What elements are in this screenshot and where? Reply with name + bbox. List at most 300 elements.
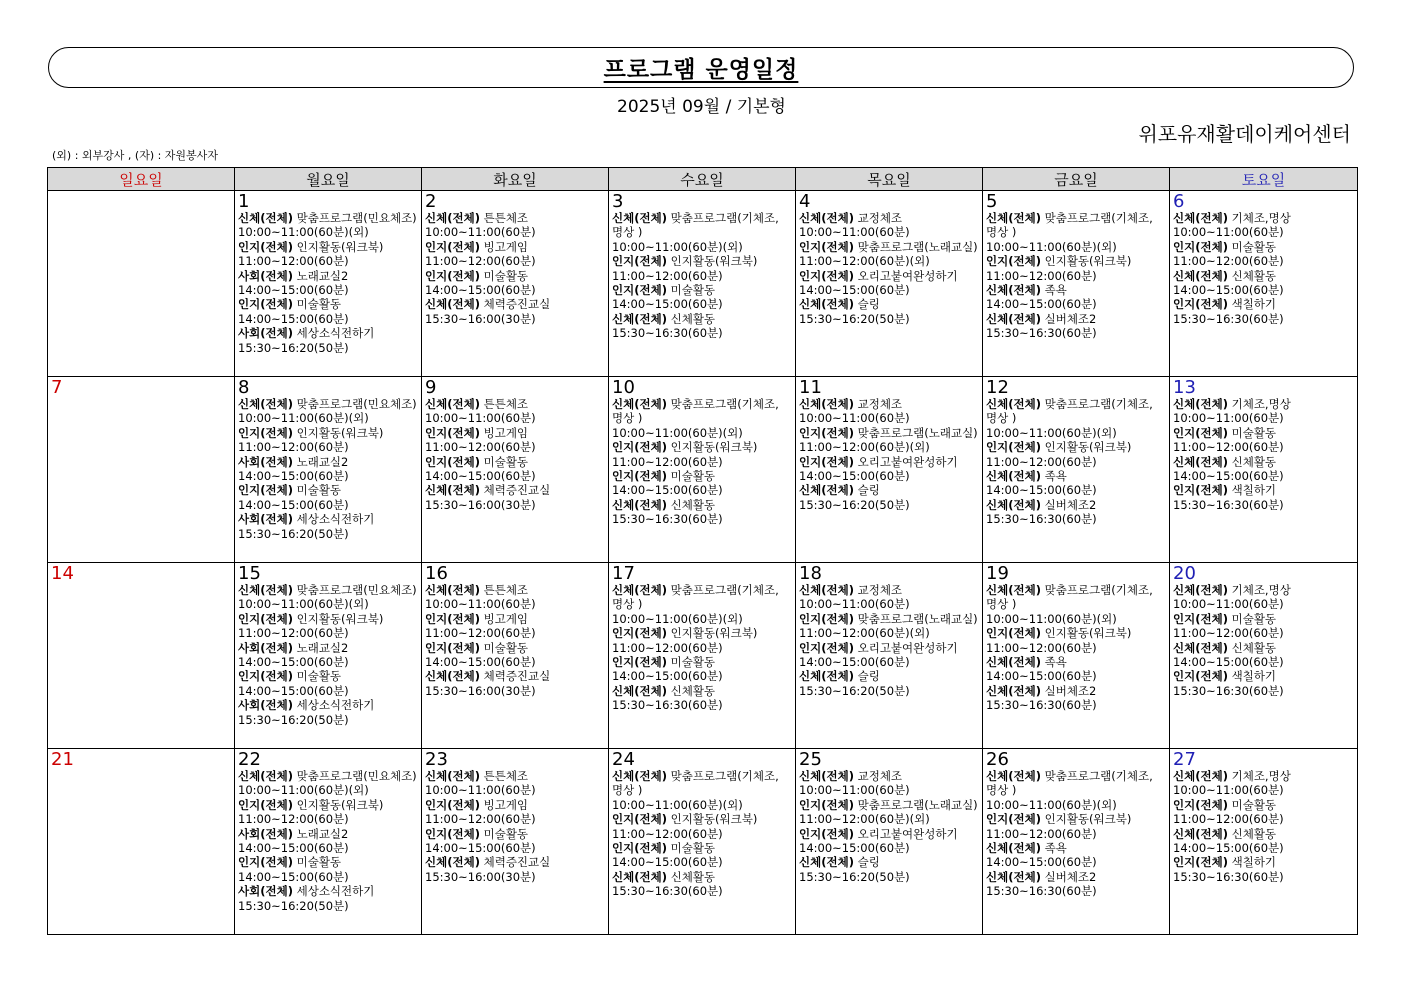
- program-name: 미술활동: [1227, 239, 1277, 254]
- program-category: 인지(전체): [1173, 239, 1228, 254]
- program-category: 신체(전체): [1173, 640, 1228, 655]
- program-time: 10:00~11:00(60분)(외): [238, 597, 369, 612]
- program-category: 신체(전체): [986, 397, 1041, 411]
- program-name: 노래교실2: [292, 826, 349, 841]
- program-name: 미술활동: [666, 283, 716, 298]
- program-list: [238, 211, 419, 355]
- day-cell: [235, 749, 422, 935]
- program-time: 10:00~11:00(60분)(외): [986, 797, 1117, 812]
- program-category: 신체(전체): [1173, 769, 1228, 783]
- day-number: 10: [612, 377, 635, 398]
- program-entry: [238, 240, 419, 254]
- program-entry: [986, 870, 1167, 884]
- day-number: 20: [1173, 563, 1196, 584]
- program-name: 맞춤프로그램(기체조, 명상 ): [986, 583, 1153, 612]
- program-time: 11:00~12:00(60분)(외): [799, 626, 930, 641]
- day-cell: [422, 563, 609, 749]
- program-time: 11:00~12:00(60분): [425, 812, 536, 827]
- program-name: 맞춤프로그램(기체조, 명상 ): [612, 211, 779, 240]
- program-time: 15:30~16:30(60분): [612, 698, 723, 713]
- day-cell: [1170, 377, 1358, 563]
- program-time: 10:00~11:00(60분)(외): [986, 611, 1117, 626]
- program-entry: [986, 469, 1167, 483]
- program-list: [425, 397, 606, 512]
- day-number: 12: [986, 377, 1009, 398]
- day-cell: [609, 191, 796, 377]
- day-cell: [983, 191, 1170, 377]
- program-entry: [799, 798, 980, 812]
- program-name: 인지활동(워크북): [1040, 812, 1132, 827]
- program-category: 인지(전체): [238, 669, 293, 684]
- program-name: 세상소식전하기: [292, 884, 375, 899]
- program-name: 미술활동: [292, 669, 342, 684]
- program-category: 인지(전체): [799, 425, 854, 440]
- program-category: 신체(전체): [238, 397, 293, 411]
- program-list: [986, 211, 1167, 341]
- program-entry: [986, 583, 1167, 612]
- week-row: [48, 191, 1358, 377]
- program-name: 교정체조: [853, 769, 903, 783]
- program-name: 족욕: [1040, 655, 1067, 670]
- program-name: 미술활동: [1227, 425, 1277, 440]
- program-entry: [238, 798, 419, 812]
- program-list: [799, 583, 980, 698]
- program-name: 체력증진교실: [479, 669, 551, 684]
- day-number: 27: [1173, 749, 1196, 770]
- day-cell: [796, 377, 983, 563]
- weekday-header-sun: 일요일: [48, 168, 235, 191]
- program-name: 미술활동: [1227, 797, 1277, 812]
- program-category: 신체(전체): [799, 211, 854, 225]
- program-name: 인지활동(워크북): [666, 440, 758, 455]
- program-time: 14:00~15:00(60분): [1173, 469, 1284, 484]
- program-time: 14:00~15:00(60분): [799, 655, 910, 670]
- program-name: 체력증진교실: [479, 297, 551, 312]
- program-entry: [1173, 827, 1355, 841]
- day-cell: [422, 191, 609, 377]
- day-cell: [983, 563, 1170, 749]
- program-time: 11:00~12:00(60분): [612, 640, 723, 655]
- program-time: 11:00~12:00(60분)(외): [799, 440, 930, 455]
- program-entry: [425, 583, 606, 597]
- weekday-header-fri: 금요일: [983, 168, 1170, 191]
- program-entry: [238, 326, 419, 340]
- program-entry: [238, 698, 419, 712]
- program-entry: [1173, 855, 1355, 869]
- program-time: 10:00~11:00(60분)(외): [986, 239, 1117, 254]
- program-name: 색칠하기: [1227, 483, 1277, 498]
- program-category: 신체(전체): [986, 683, 1041, 698]
- program-name: 실버체조2: [1040, 683, 1097, 698]
- program-entry: [1173, 483, 1355, 497]
- program-entry: [238, 211, 419, 225]
- program-time: 15:30~16:00(30분): [425, 683, 536, 698]
- program-time: 11:00~12:00(60분): [612, 268, 723, 283]
- program-time: 15:30~16:30(60분): [986, 698, 1097, 713]
- program-category: 인지(전체): [612, 283, 667, 298]
- program-list: [238, 397, 419, 541]
- program-name: 세상소식전하기: [292, 698, 375, 713]
- program-category: 신체(전체): [799, 297, 854, 312]
- program-name: 신체활동: [1227, 268, 1277, 283]
- program-name: 신체활동: [666, 311, 716, 326]
- program-entry: [612, 397, 793, 426]
- program-entry: [612, 498, 793, 512]
- program-category: 신체(전체): [425, 583, 480, 597]
- program-entry: [425, 641, 606, 655]
- program-category: 인지(전체): [425, 268, 480, 283]
- day-number: 25: [799, 749, 822, 770]
- day-number: 8: [238, 377, 250, 398]
- day-number: 9: [425, 377, 437, 398]
- program-name: 신체활동: [666, 869, 716, 884]
- program-time: 10:00~11:00(60분)(외): [612, 425, 743, 440]
- program-entry: [799, 397, 980, 411]
- program-entry: [612, 769, 793, 798]
- program-category: 인지(전체): [238, 483, 293, 498]
- program-name: 미술활동: [666, 655, 716, 670]
- program-time: 15:30~16:00(30분): [425, 869, 536, 884]
- program-time: 14:00~15:00(60분): [425, 655, 536, 670]
- program-name: 맞춤프로그램(노래교실): [853, 425, 978, 440]
- program-entry: [238, 769, 419, 783]
- program-time: 14:00~15:00(60분): [612, 669, 723, 684]
- weekday-header-tue: 화요일: [422, 168, 609, 191]
- program-name: 노래교실2: [292, 454, 349, 469]
- program-entry: [986, 812, 1167, 826]
- program-category: 신체(전체): [612, 683, 667, 698]
- program-time: 15:30~16:20(50분): [799, 497, 910, 512]
- program-category: 신체(전체): [425, 669, 480, 684]
- program-category: 인지(전체): [1173, 483, 1228, 498]
- program-time: 15:30~16:20(50분): [799, 311, 910, 326]
- program-entry: [238, 455, 419, 469]
- program-name: 세상소식전하기: [292, 512, 375, 527]
- program-entry: [612, 254, 793, 268]
- program-time: 10:00~11:00(60분): [425, 225, 536, 240]
- program-time: 11:00~12:00(60분)(외): [799, 254, 930, 269]
- day-cell: [48, 191, 235, 377]
- day-cell: [235, 377, 422, 563]
- program-entry: [799, 455, 980, 469]
- program-list: [612, 397, 793, 527]
- program-list: [1173, 583, 1355, 698]
- program-time: 10:00~11:00(60분)(외): [238, 225, 369, 240]
- program-category: 인지(전체): [238, 611, 293, 626]
- program-time: 15:30~16:20(50분): [238, 898, 349, 913]
- program-time: 10:00~11:00(60분): [425, 411, 536, 426]
- program-category: 신체(전체): [986, 469, 1041, 484]
- program-time: 11:00~12:00(60분): [238, 812, 349, 827]
- program-category: 신체(전체): [1173, 826, 1228, 841]
- program-category: 인지(전체): [986, 254, 1041, 269]
- calendar-body: [48, 191, 1358, 935]
- program-name: 미술활동: [666, 469, 716, 484]
- program-entry: [986, 397, 1167, 426]
- program-entry: [238, 884, 419, 898]
- day-number: 16: [425, 563, 448, 584]
- program-entry: [238, 641, 419, 655]
- program-entry: [238, 612, 419, 626]
- program-category: 신체(전체): [799, 769, 854, 783]
- day-cell: [1170, 191, 1358, 377]
- program-category: 인지(전체): [799, 797, 854, 812]
- program-category: 신체(전체): [238, 583, 293, 597]
- day-cell: [48, 563, 235, 749]
- program-time: 11:00~12:00(60분): [425, 626, 536, 641]
- program-name: 교정체조: [853, 583, 903, 597]
- program-category: 신체(전체): [1173, 583, 1228, 597]
- legend-note: (외) : 외부강사 , (자) : 자원봉사자: [52, 149, 218, 162]
- week-row: [48, 749, 1358, 935]
- program-name: 맞춤프로그램(노래교실): [853, 611, 978, 626]
- program-name: 맞춤프로그램(기체조, 명상 ): [986, 769, 1153, 798]
- weekday-header-sat: 토요일: [1170, 168, 1358, 191]
- program-category: 신체(전체): [986, 655, 1041, 670]
- program-category: 인지(전체): [238, 297, 293, 312]
- program-entry: [986, 841, 1167, 855]
- program-list: [238, 583, 419, 727]
- program-entry: [425, 211, 606, 225]
- program-name: 색칠하기: [1227, 855, 1277, 870]
- program-entry: [986, 211, 1167, 240]
- program-category: 인지(전체): [1173, 611, 1228, 626]
- program-category: 신체(전체): [799, 483, 854, 498]
- program-time: 14:00~15:00(60분): [799, 469, 910, 484]
- day-number: 7: [51, 377, 63, 398]
- program-category: 사회(전체): [238, 512, 293, 527]
- program-name: 미술활동: [479, 640, 529, 655]
- day-number: 6: [1173, 191, 1185, 212]
- program-category: 신체(전체): [986, 869, 1041, 884]
- program-category: 인지(전체): [1173, 425, 1228, 440]
- day-cell: [422, 749, 609, 935]
- program-category: 인지(전체): [425, 611, 480, 626]
- program-name: 슬링: [853, 483, 880, 498]
- program-time: 14:00~15:00(60분): [238, 283, 349, 298]
- calendar-table: [47, 167, 1358, 935]
- program-name: 맞춤프로그램(민요체조): [292, 211, 417, 225]
- program-time: 15:30~16:00(30분): [425, 311, 536, 326]
- page-subtitle: 2025년 09월 / 기본형: [617, 97, 786, 117]
- program-time: 15:30~16:00(30분): [425, 497, 536, 512]
- program-time: 15:30~16:30(60분): [612, 512, 723, 527]
- program-time: 14:00~15:00(60분): [425, 283, 536, 298]
- program-category: 인지(전체): [425, 425, 480, 440]
- day-cell: [48, 377, 235, 563]
- program-category: 인지(전체): [799, 268, 854, 283]
- program-entry: [425, 827, 606, 841]
- program-name: 교정체조: [853, 211, 903, 225]
- program-name: 족욕: [1040, 841, 1067, 856]
- program-entry: [238, 512, 419, 526]
- program-name: 색칠하기: [1227, 297, 1277, 312]
- program-category: 신체(전체): [986, 211, 1041, 225]
- program-category: 신체(전체): [425, 297, 480, 312]
- program-category: 신체(전체): [799, 669, 854, 684]
- center-name: 위포유재활데이케어센터: [1138, 122, 1351, 146]
- program-time: 15:30~16:20(50분): [799, 683, 910, 698]
- day-number: 26: [986, 749, 1009, 770]
- day-number: 23: [425, 749, 448, 770]
- day-number: 19: [986, 563, 1009, 584]
- program-name: 색칠하기: [1227, 669, 1277, 684]
- program-entry: [799, 240, 980, 254]
- program-category: 인지(전체): [425, 797, 480, 812]
- program-list: [1173, 769, 1355, 884]
- program-entry: [612, 312, 793, 326]
- program-time: 14:00~15:00(60분): [238, 469, 349, 484]
- program-category: 인지(전체): [1173, 797, 1228, 812]
- day-cell: [796, 563, 983, 749]
- program-category: 신체(전체): [986, 283, 1041, 298]
- day-number: 17: [612, 563, 635, 584]
- program-name: 족욕: [1040, 469, 1067, 484]
- program-category: 신체(전체): [986, 841, 1041, 856]
- program-name: 인지활동(워크북): [1040, 626, 1132, 641]
- program-category: 사회(전체): [238, 640, 293, 655]
- program-time: 15:30~16:20(50분): [238, 712, 349, 727]
- program-entry: [425, 269, 606, 283]
- program-time: 10:00~11:00(60분): [1173, 225, 1284, 240]
- program-time: 15:30~16:30(60분): [612, 326, 723, 341]
- program-name: 튼튼체조: [479, 769, 529, 783]
- program-entry: [986, 498, 1167, 512]
- day-number: 5: [986, 191, 998, 212]
- program-category: 신체(전체): [612, 769, 667, 783]
- program-entry: [799, 641, 980, 655]
- program-entry: [425, 769, 606, 783]
- program-time: 14:00~15:00(60분): [612, 483, 723, 498]
- program-name: 맞춤프로그램(기체조, 명상 ): [986, 397, 1153, 426]
- program-name: 빙고게임: [479, 239, 529, 254]
- program-category: 인지(전체): [238, 239, 293, 254]
- program-name: 맞춤프로그램(기체조, 명상 ): [612, 583, 779, 612]
- program-time: 15:30~16:30(60분): [1173, 869, 1284, 884]
- program-entry: [1173, 397, 1355, 411]
- day-number: 14: [51, 563, 74, 584]
- program-time: 14:00~15:00(60분): [425, 469, 536, 484]
- program-name: 인지활동(워크북): [292, 797, 384, 812]
- program-time: 14:00~15:00(60분): [986, 483, 1097, 498]
- program-entry: [799, 769, 980, 783]
- program-entry: [986, 769, 1167, 798]
- program-entry: [238, 855, 419, 869]
- program-name: 노래교실2: [292, 268, 349, 283]
- program-list: [612, 211, 793, 341]
- program-category: 인지(전체): [238, 855, 293, 870]
- program-entry: [1173, 641, 1355, 655]
- program-entry: [238, 483, 419, 497]
- day-number: 4: [799, 191, 811, 212]
- program-list: [425, 769, 606, 884]
- day-cell: [1170, 563, 1358, 749]
- program-category: 인지(전체): [612, 626, 667, 641]
- program-category: 사회(전체): [238, 326, 293, 341]
- week-row: [48, 377, 1358, 563]
- program-entry: [799, 669, 980, 683]
- program-name: 체력증진교실: [479, 855, 551, 870]
- program-time: 11:00~12:00(60분): [425, 440, 536, 455]
- program-category: 사회(전체): [238, 884, 293, 899]
- program-time: 10:00~11:00(60분): [1173, 597, 1284, 612]
- program-entry: [1173, 669, 1355, 683]
- program-time: 14:00~15:00(60분): [986, 855, 1097, 870]
- program-entry: [799, 855, 980, 869]
- program-time: 10:00~11:00(60분): [799, 411, 910, 426]
- day-number: 18: [799, 563, 822, 584]
- program-name: 맞춤프로그램(민요체조): [292, 397, 417, 411]
- program-time: 11:00~12:00(60분): [612, 826, 723, 841]
- program-time: 10:00~11:00(60분): [799, 597, 910, 612]
- program-entry: [425, 455, 606, 469]
- program-entry: [1173, 798, 1355, 812]
- program-time: 10:00~11:00(60분): [1173, 411, 1284, 426]
- program-entry: [238, 669, 419, 683]
- program-time: 11:00~12:00(60분)(외): [799, 812, 930, 827]
- program-entry: [612, 655, 793, 669]
- program-name: 신체활동: [1227, 640, 1277, 655]
- program-entry: [425, 240, 606, 254]
- day-number: 13: [1173, 377, 1196, 398]
- program-category: 신체(전체): [799, 855, 854, 870]
- program-name: 미술활동: [292, 483, 342, 498]
- day-cell: [983, 749, 1170, 935]
- program-name: 인지활동(워크북): [1040, 440, 1132, 455]
- program-category: 신체(전체): [425, 397, 480, 411]
- program-entry: [1173, 426, 1355, 440]
- program-entry: [799, 269, 980, 283]
- program-name: 맞춤프로그램(노래교실): [853, 239, 978, 254]
- program-time: 14:00~15:00(60분): [238, 655, 349, 670]
- program-category: 신체(전체): [1173, 268, 1228, 283]
- program-entry: [986, 655, 1167, 669]
- program-name: 맞춤프로그램(기체조, 명상 ): [612, 397, 779, 426]
- program-name: 기체조,명상: [1227, 397, 1291, 411]
- program-category: 신체(전체): [1173, 211, 1228, 225]
- day-number: 11: [799, 377, 822, 398]
- day-cell: [609, 563, 796, 749]
- program-time: 11:00~12:00(60분): [986, 640, 1097, 655]
- program-name: 신체활동: [1227, 454, 1277, 469]
- program-entry: [425, 669, 606, 683]
- program-entry: [799, 483, 980, 497]
- program-time: 10:00~11:00(60분)(외): [986, 425, 1117, 440]
- program-time: 14:00~15:00(60분): [238, 311, 349, 326]
- program-name: 신체활동: [666, 497, 716, 512]
- program-time: 11:00~12:00(60분): [1173, 626, 1284, 641]
- program-entry: [986, 312, 1167, 326]
- program-category: 인지(전체): [612, 254, 667, 269]
- program-category: 사회(전체): [238, 826, 293, 841]
- program-entry: [1173, 240, 1355, 254]
- program-entry: [799, 426, 980, 440]
- program-entry: [425, 483, 606, 497]
- program-category: 인지(전체): [986, 626, 1041, 641]
- program-time: 14:00~15:00(60분): [1173, 283, 1284, 298]
- program-category: 인지(전체): [238, 425, 293, 440]
- program-name: 튼튼체조: [479, 583, 529, 597]
- program-category: 인지(전체): [612, 655, 667, 670]
- program-name: 빙고게임: [479, 425, 529, 440]
- program-time: 14:00~15:00(60분): [799, 841, 910, 856]
- program-name: 오리고붙여완성하기: [853, 268, 958, 283]
- program-name: 인지활동(워크북): [292, 611, 384, 626]
- program-name: 인지활동(워크북): [666, 626, 758, 641]
- program-category: 신체(전체): [612, 311, 667, 326]
- program-entry: [1173, 769, 1355, 783]
- program-name: 족욕: [1040, 283, 1067, 298]
